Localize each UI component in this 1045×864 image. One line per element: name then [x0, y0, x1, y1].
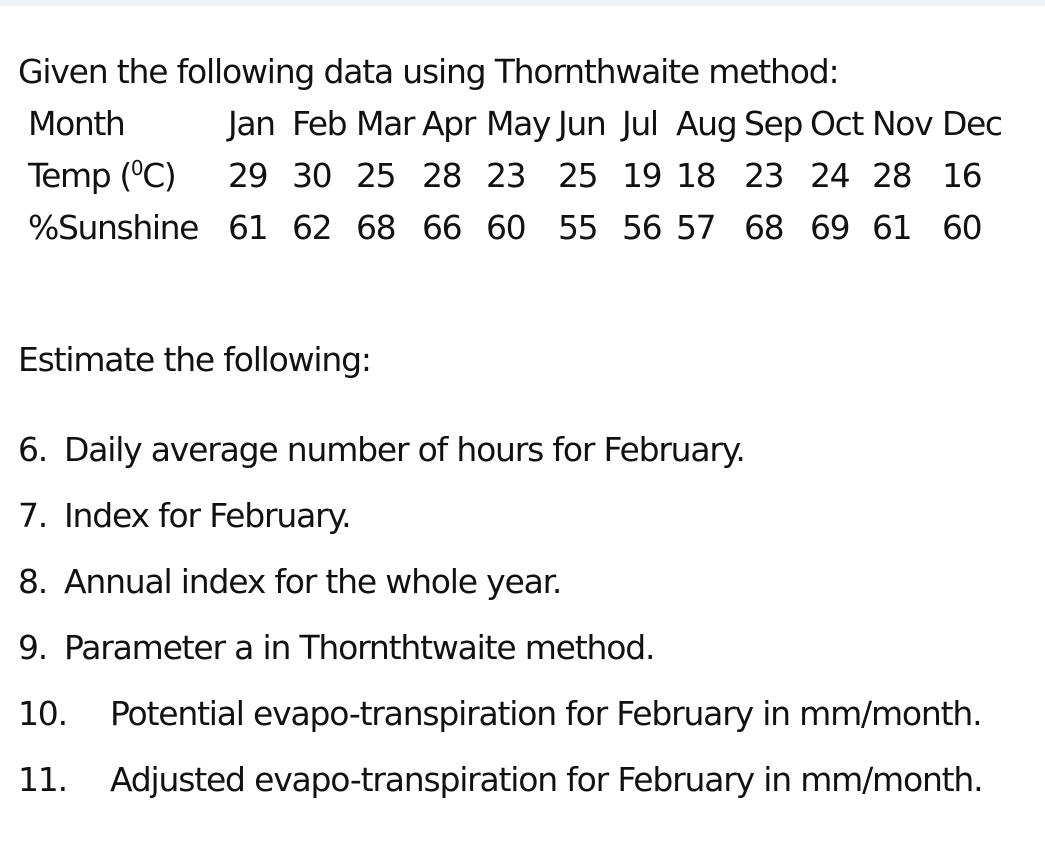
sunshine-cell: 68	[356, 208, 396, 247]
temp-cell: 23	[486, 156, 526, 195]
question-number: 7.	[18, 496, 48, 535]
month-cell: Mar	[356, 104, 415, 143]
sunshine-cell: 62	[292, 208, 332, 247]
sunshine-row-label: %Sunshine	[28, 208, 199, 247]
question-text: Potential evapo-transpiration for February in mm/month.	[110, 694, 982, 733]
month-row	[28, 98, 1008, 150]
data-table	[28, 98, 1008, 254]
question-number: 9.	[18, 628, 48, 667]
temp-cell: 28	[872, 156, 912, 195]
sunshine-cell: 60	[486, 208, 526, 247]
question-item	[18, 494, 350, 538]
month-cell: Jun	[558, 104, 606, 143]
temp-cell: 16	[942, 156, 982, 195]
question-item	[18, 626, 654, 670]
sunshine-cell: 61	[228, 208, 268, 247]
temp-cell: 24	[810, 156, 850, 195]
month-cell: Sep	[744, 104, 802, 143]
temp-label-suffix: C)	[142, 156, 176, 195]
estimate-heading: Estimate the following:	[18, 340, 371, 379]
question-text: Parameter a in Thornthtwaite method.	[64, 628, 655, 667]
question-text: Annual index for the whole year.	[64, 562, 562, 601]
sunshine-row	[28, 202, 1008, 254]
question-item	[18, 758, 982, 802]
question-number: 6.	[18, 430, 48, 469]
question-text: Daily average number of hours for February.	[64, 430, 745, 469]
temp-cell: 25	[558, 156, 598, 195]
question-number: 10.	[18, 694, 67, 733]
temp-cell: 29	[228, 156, 268, 195]
sunshine-cell: 68	[744, 208, 784, 247]
month-cell: May	[486, 104, 551, 143]
sunshine-cell: 56	[622, 208, 662, 247]
month-row-label: Month	[28, 104, 125, 143]
temp-cell: 19	[622, 156, 662, 195]
sunshine-cell: 61	[872, 208, 912, 247]
top-strip	[0, 0, 1045, 6]
month-cell: Feb	[292, 104, 347, 143]
question-item	[18, 692, 981, 736]
intro-text: Given the following data using Thornthwaite method:	[18, 52, 839, 91]
month-cell: Aug	[676, 104, 737, 143]
question-text: Adjusted evapo-transpiration for February in mm/month.	[110, 760, 983, 799]
question-number: 11.	[18, 760, 67, 799]
month-cell: Oct	[810, 104, 863, 143]
temp-cell: 23	[744, 156, 784, 195]
temp-label-prefix: Temp (	[28, 156, 131, 195]
sunshine-cell: 57	[676, 208, 716, 247]
question-item	[18, 560, 561, 604]
sunshine-cell: 60	[942, 208, 982, 247]
temp-row	[28, 150, 1008, 202]
temp-cell: 18	[676, 156, 716, 195]
temp-cell: 25	[356, 156, 396, 195]
sunshine-cell: 66	[422, 208, 462, 247]
temp-row-label	[28, 150, 228, 202]
month-cell: Nov	[872, 104, 933, 143]
question-item	[18, 428, 745, 472]
temp-cell: 30	[292, 156, 332, 195]
sunshine-cell: 55	[558, 208, 598, 247]
month-cell: Apr	[422, 104, 475, 143]
temp-cell: 28	[422, 156, 462, 195]
question-text: Index for February.	[64, 496, 351, 535]
month-cell: Jan	[228, 104, 275, 143]
month-cell: Dec	[942, 104, 1002, 143]
sunshine-cell: 69	[810, 208, 850, 247]
month-cell: Jul	[622, 104, 658, 143]
question-number: 8.	[18, 562, 48, 601]
temp-label-degree: 0	[130, 156, 143, 180]
